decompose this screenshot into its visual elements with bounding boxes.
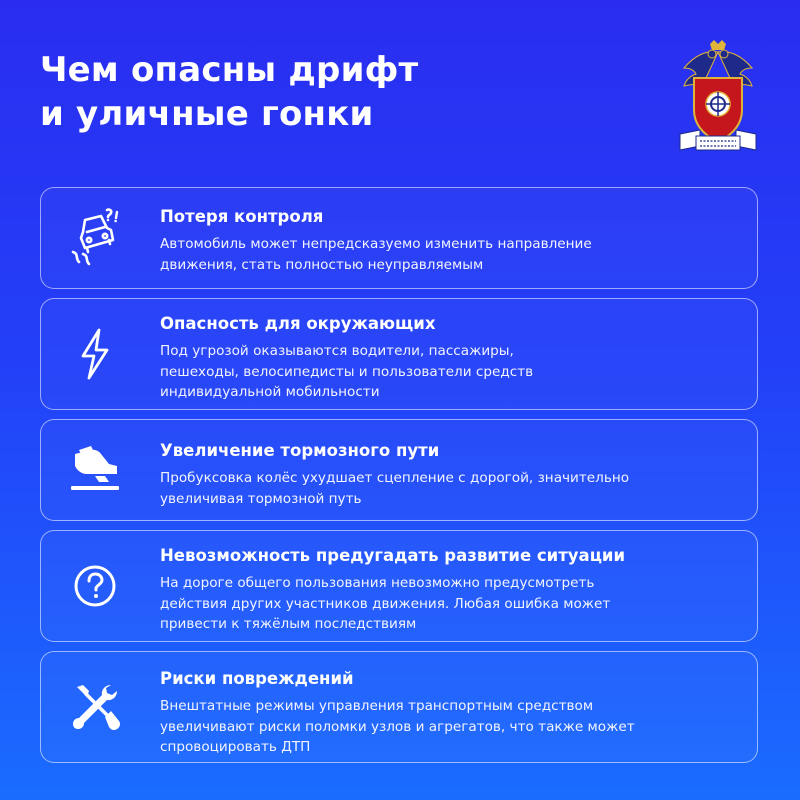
risk-description-line: действия других участников движения. Любая ошибка может	[160, 595, 611, 612]
risk-heading: Невозможность предугадать развитие ситуации	[160, 546, 626, 565]
risk-description	[160, 468, 741, 509]
risk-card-damage	[40, 651, 758, 763]
risk-description-line: пешеходы, велосипедисты и пользователи средств	[160, 363, 534, 380]
skidding-car-icon	[65, 208, 125, 268]
question-circle-icon	[65, 556, 125, 616]
risk-heading: Риски повреждений	[160, 669, 354, 688]
risk-card-danger-to-others	[40, 298, 758, 410]
risk-description-line: увеличивают риски поломки узлов и агрегатов, что также может	[160, 718, 635, 735]
police-emblem-icon	[676, 38, 760, 156]
risk-description	[160, 341, 741, 403]
risk-description-line: спровоцировать ДТП	[160, 739, 311, 755]
risk-heading: Увеличение тормозного пути	[160, 441, 440, 460]
risk-card-unpredictability	[40, 530, 758, 642]
risk-description-line: На дороге общего пользования невозможно предусмотреть	[160, 575, 595, 591]
risk-description-line: Пробуксовка колёс ухудшает сцепление с дорогой, значительно	[160, 470, 630, 486]
wrench-screwdriver-icon	[65, 677, 125, 737]
risk-description-line: увеличивая тормозной путь	[160, 490, 362, 507]
title-line-1: Чем опасны дрифт	[40, 50, 419, 90]
risk-card-braking-distance	[40, 419, 758, 521]
page-title	[40, 48, 600, 136]
risk-description	[160, 234, 741, 275]
risk-description-line: Под угрозой оказываются водители, пассажиры,	[160, 343, 514, 359]
risk-description-line: индивидуальной мобильности	[160, 384, 380, 400]
risk-card-loss-of-control	[40, 187, 758, 289]
risk-description-line: привести к тяжёлым последствиям	[160, 616, 417, 632]
risk-description	[160, 573, 741, 635]
risk-description-line: Внештатные режимы управления транспортным средством	[160, 698, 594, 714]
risk-heading: Опасность для окружающих	[160, 314, 436, 333]
risk-heading: Потеря контроля	[160, 207, 324, 226]
risk-description-line: движения, стать полностью неуправляемым	[160, 256, 484, 273]
brake-pedal-icon	[65, 440, 125, 500]
title-line-2: и уличные гонки	[40, 94, 374, 134]
risk-description	[160, 696, 741, 758]
risk-list	[40, 187, 758, 772]
risk-description-line: Автомобиль может непредсказуемо изменить направление	[160, 236, 592, 252]
lightning-icon	[65, 324, 125, 384]
